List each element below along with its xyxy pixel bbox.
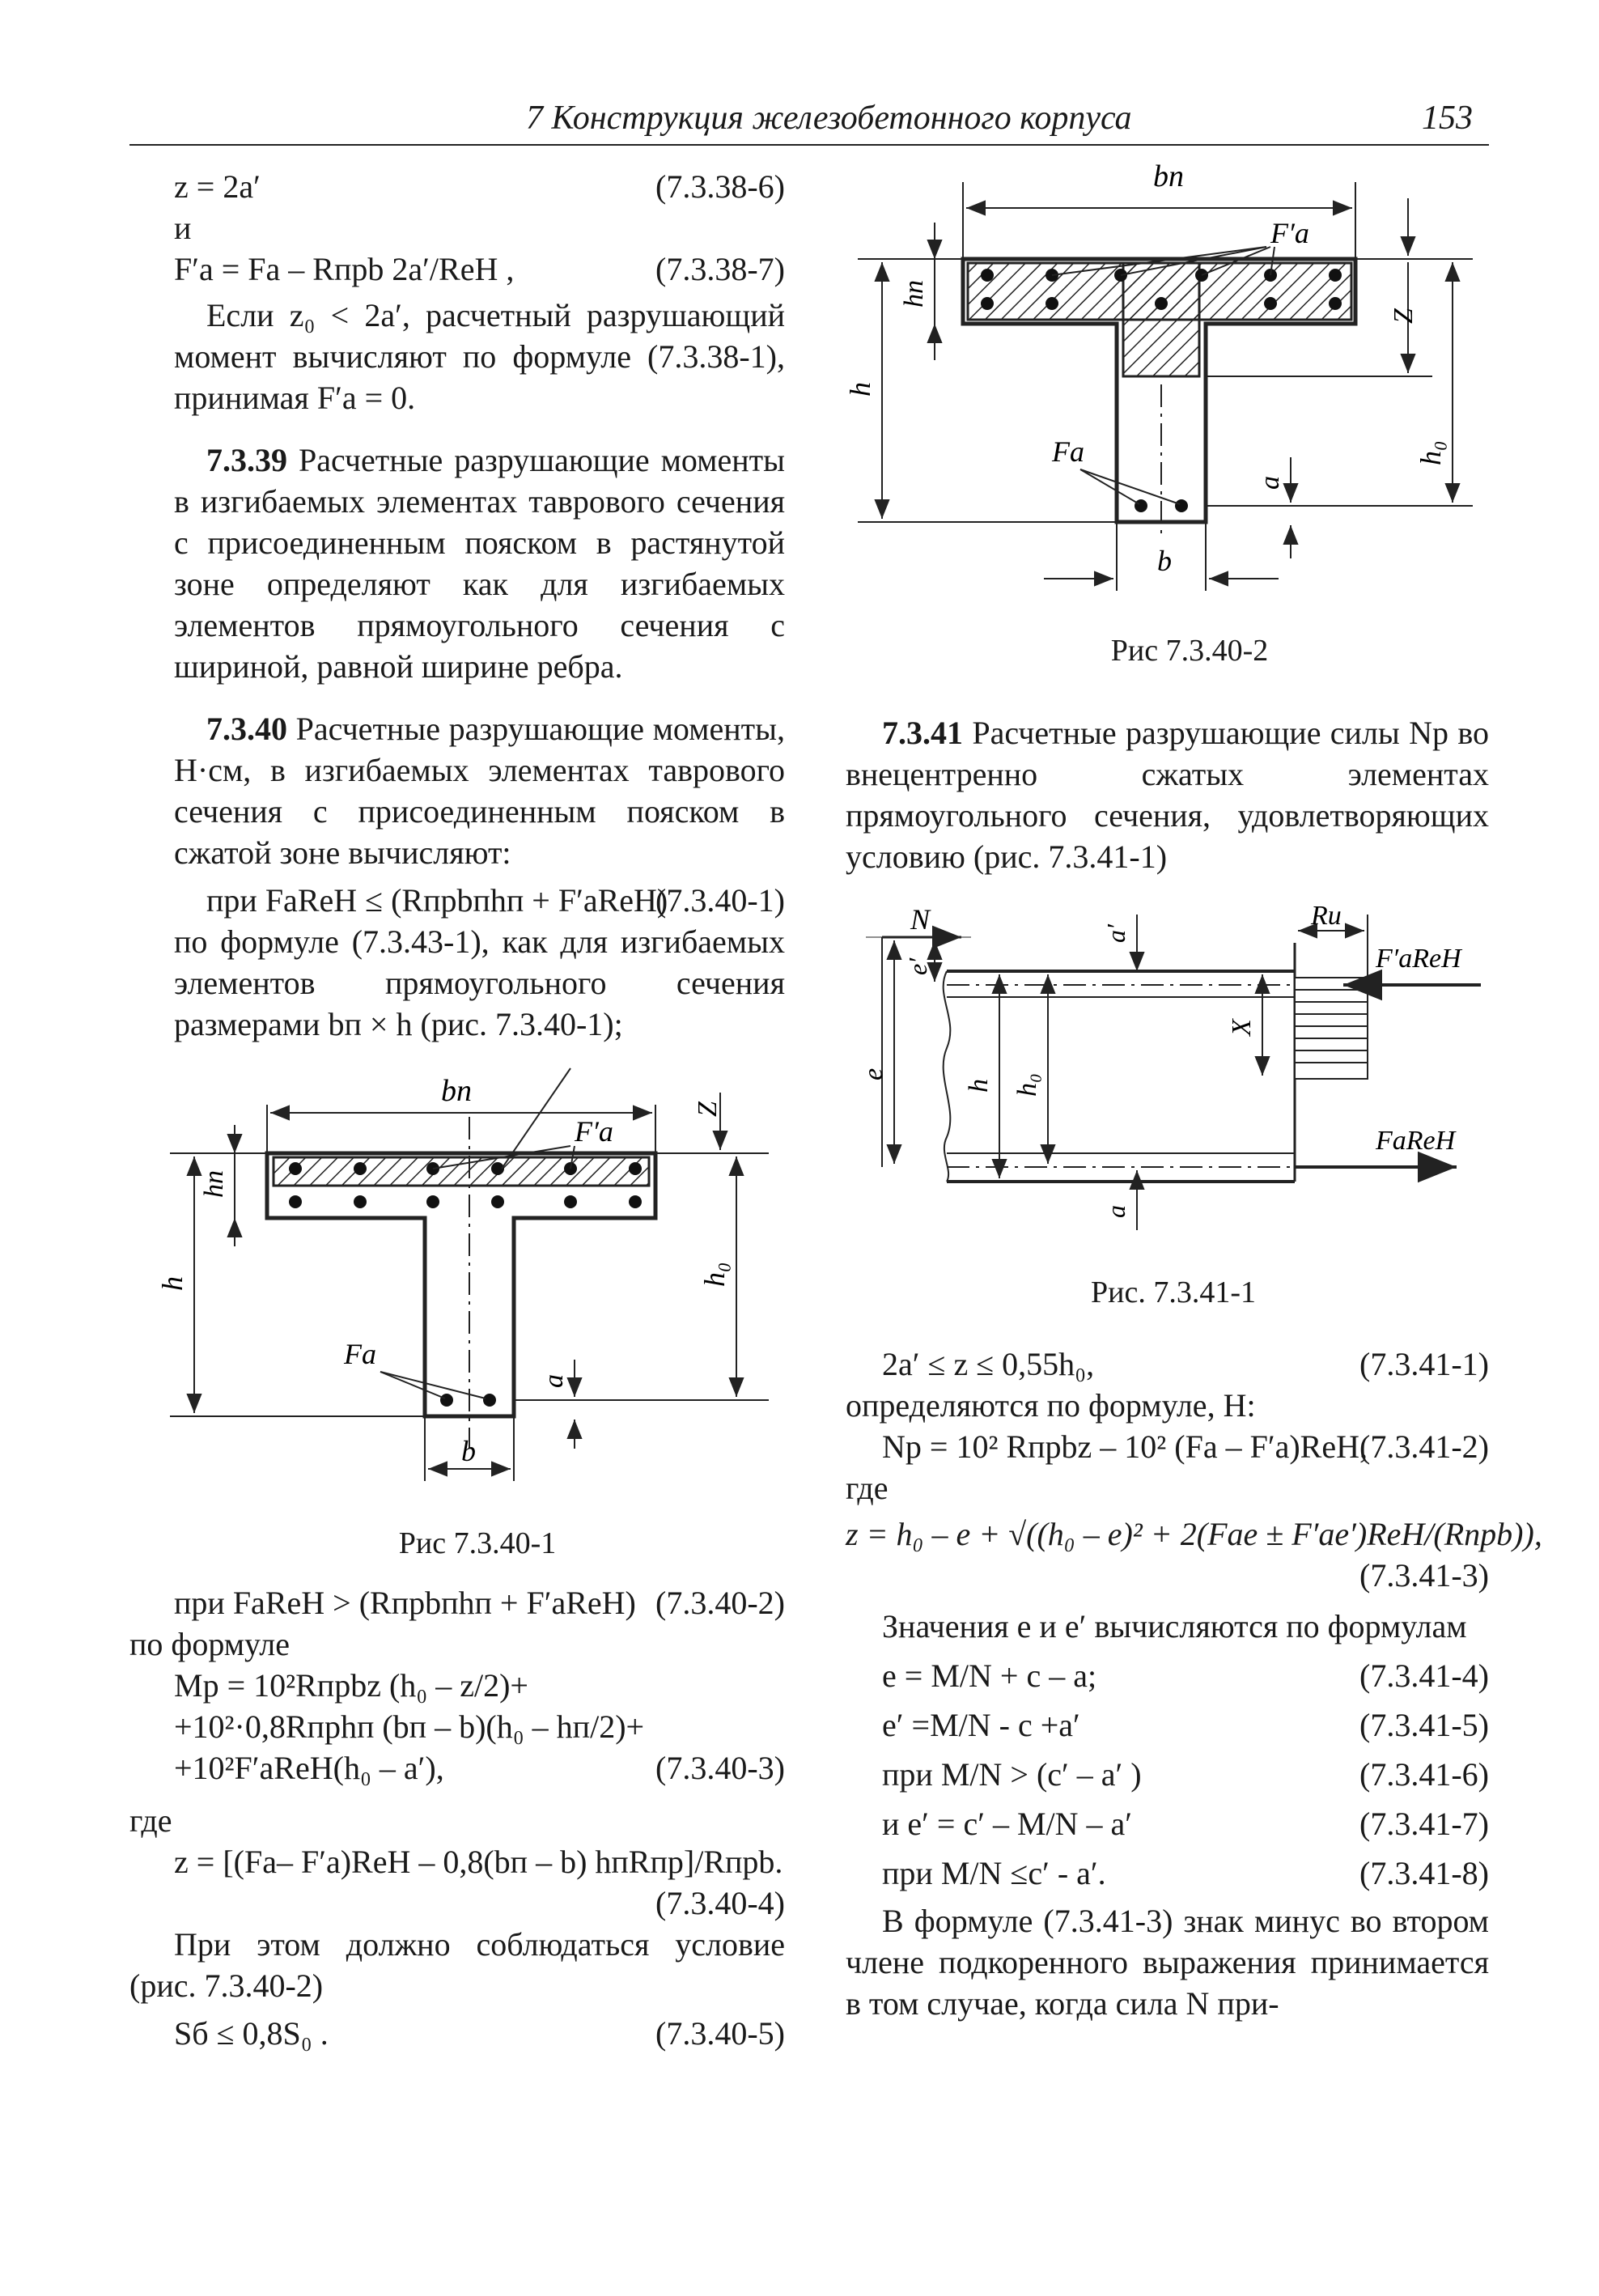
running-header <box>129 95 1489 146</box>
text-line: определяются по формуле, Н: <box>846 1387 1256 1424</box>
label-fa: Fа <box>344 1338 376 1370</box>
formula-row <box>846 1513 1542 1555</box>
paragraph-7-3-39: 7.3.39 Расчетные разрушающие моменты в изгибаемых элементах таврового сечения с присоединенным пояском в растянутой зоне определяют как для изгибаемых элементов прямоугольного сечения с шириной, равной ширине ребра. <box>174 442 785 685</box>
label-fa: Fа <box>1052 435 1084 468</box>
formula-row <box>846 1426 1489 1467</box>
formula-row <box>129 1882 785 1924</box>
formula: z = h₀ – e + √((h₀ – e)² + 2(Fаe ± F′аe′)RеН/(Rпрb)), <box>846 1516 1542 1552</box>
label-bp: bп <box>441 1074 472 1108</box>
formula-number: (7.3.41-5) <box>1359 1707 1489 1743</box>
formula-number: (7.3.41-6) <box>1359 1756 1489 1793</box>
formula: 2a′ ≤ z ≤ 0,55h₀, <box>882 1346 1095 1382</box>
formula-row <box>174 166 785 207</box>
formula-row <box>846 1343 1489 1385</box>
figure-caption: Рис 7.3.40-1 <box>398 1526 557 1560</box>
formula-row <box>129 1841 785 1882</box>
label-fre-bot: FаRеН <box>1376 1126 1456 1156</box>
formula-number: (7.3.40-3) <box>655 1750 785 1786</box>
compression-block <box>1295 978 1368 1079</box>
formula-number: (7.3.41-4) <box>1359 1657 1489 1694</box>
paragraph: При этом должно соблюдаться условие (рис. 7.3.40-2) <box>129 1926 785 2004</box>
formula-row <box>846 1704 1489 1746</box>
formula-number: (7.3.40-5) <box>655 2015 785 2052</box>
condition-row <box>129 1582 785 1623</box>
compression-zone-hatch <box>274 1157 649 1186</box>
label-b: b <box>1157 545 1172 577</box>
section-number: 7.3.39 <box>206 442 287 478</box>
right-column-lower <box>846 1343 1542 2024</box>
left-column <box>174 166 785 1045</box>
label-fa-prime: F′а <box>575 1115 613 1148</box>
paragraph-7-3-41: 7.3.41 Расчетные разрушающие силы Nр во внецентренно сжатых элементах прямоугольного сечения, удовлетворяющих условию (рис. 7.3.41-1) <box>846 715 1489 875</box>
paragraph: Значения e и e′ вычисляются по формулам <box>882 1608 1467 1645</box>
formula: e = M/N + c – a; <box>882 1657 1097 1694</box>
formula: z = 2a′ <box>174 168 261 205</box>
label-x: X <box>1227 1019 1257 1036</box>
text-line: где <box>129 1802 172 1839</box>
section-number: 7.3.40 <box>206 711 287 747</box>
label-fa-prime: F′а <box>1270 217 1309 249</box>
figure-7-3-40-2 <box>844 150 1489 603</box>
formula-number: (7.3.41-7) <box>1359 1806 1489 1842</box>
conjunction: и <box>174 210 192 246</box>
label-a-prime: a′ <box>1101 924 1130 943</box>
formula: +10²·0,8Rпрhп (bп – b)(h₀ – hп/2)+ <box>174 1708 645 1745</box>
formula-row <box>129 1665 785 1706</box>
section-number: 7.3.41 <box>882 715 963 751</box>
label-Ru: Rи <box>1311 901 1342 931</box>
formula: z = [(Fа– F′а)RеН – 0,8(bп – b) hпRпр]/Rпрb. <box>174 1844 783 1880</box>
label-h0: h₀ <box>1012 1073 1042 1097</box>
formula: и e′ = c′ – M/N – a′ <box>882 1806 1133 1842</box>
formula-number: (7.3.41-1) <box>1359 1346 1489 1382</box>
text-line: по формуле <box>129 1626 290 1662</box>
formula-row <box>129 2013 785 2054</box>
formula: Sб ≤ 0,8S₀ . <box>174 2015 329 2052</box>
formula-number: (7.3.40-2) <box>655 1585 785 1621</box>
label-e-prime: e′ <box>903 957 932 975</box>
label-a: a <box>1255 476 1285 490</box>
formula-row <box>846 1853 1489 1894</box>
label-fre-top: F′аRеН <box>1376 944 1461 974</box>
label-z: Z <box>1389 308 1419 324</box>
formula: F′а = Fа – Rпрb 2a′/RеН , <box>174 251 515 287</box>
label-bp: bп <box>1153 159 1184 193</box>
figure-caption: Рис 7.3.40-2 <box>1110 634 1269 668</box>
formula-number: (7.3.40-4) <box>655 1885 785 1921</box>
formula: при M/N > (c′ – a′ ) <box>882 1756 1142 1793</box>
page-number: 153 <box>1422 100 1473 137</box>
label-a: a <box>539 1374 569 1388</box>
label-h0: h₀ <box>1414 440 1447 465</box>
formula: +10²F′аRеН(h₀ – a′), <box>174 1750 444 1786</box>
formula: Mр = 10²Rпрbz (h₀ – z/2)+ <box>174 1667 528 1704</box>
label-h: h <box>964 1079 994 1093</box>
formula-row <box>846 1655 1489 1696</box>
label-h: h <box>844 382 876 397</box>
formula-row <box>129 1706 785 1747</box>
left-column-lower <box>129 1582 785 2054</box>
condition: при FаRеН ≤ (Rпрbпhп + F′аRеН) <box>206 882 668 919</box>
label-b: b <box>461 1435 476 1467</box>
t-section-outline <box>267 1153 655 1416</box>
label-a: a <box>1101 1205 1130 1218</box>
formula: e′ =M/N - c +a′ <box>882 1707 1080 1743</box>
label-h0: h₀ <box>698 1262 731 1287</box>
formula-number: (7.3.41-3) <box>1359 1557 1489 1594</box>
paragraph: В формуле (7.3.41-3) знак минус во втором члене подкоренного выражения принимается в том случае, когда сила N при- <box>846 1903 1489 2022</box>
formula-number: (7.3.38-6) <box>655 168 785 205</box>
formula-row <box>846 1803 1489 1844</box>
formula-number: (7.3.41-2) <box>1359 1428 1489 1465</box>
formula-number: (7.3.40-1) <box>655 882 785 919</box>
formula: при M/N ≤c′ - a′. <box>882 1855 1106 1891</box>
header-title: 7 Конструкция железобетонного корпуса <box>526 100 1132 137</box>
formula-row <box>174 248 785 290</box>
right-column <box>846 712 1489 877</box>
paragraph-7-3-40: 7.3.40 Расчетные разрушающие моменты, Н·см, в изгибаемых элементах таврового сечения с присоединенным пояском в сжатой зоне вычисляют: <box>174 711 785 871</box>
label-N: N <box>910 903 931 936</box>
condition-row <box>174 880 785 921</box>
label-h: h <box>156 1276 189 1291</box>
paragraph: по формуле (7.3.43-1), как для изгибаемых элементов прямоугольного сечения размерами bп × h (рис. 7.3.40-1); <box>174 923 785 1042</box>
formula-number: (7.3.41-8) <box>1359 1855 1489 1891</box>
formula-row <box>846 1555 1489 1596</box>
formula-row <box>129 1747 785 1789</box>
label-e: e <box>859 1067 889 1080</box>
condition: при FаRеН > (Rпрbпhп + F′аRеН) <box>174 1585 636 1621</box>
label-z: Z <box>693 1101 723 1117</box>
web-compression-hatch <box>1123 263 1199 376</box>
figure-7-3-41-1 <box>858 901 1489 1246</box>
formula: Nр = 10² Rпрbz – 10² (Fа – F′а)RеН, <box>882 1428 1368 1465</box>
text-line: где <box>846 1470 889 1506</box>
label-hp: hп <box>899 280 929 308</box>
figure-7-3-40-1 <box>154 1068 793 1505</box>
formula-number: (7.3.38-7) <box>655 251 785 287</box>
paragraph: Если z₀ < 2a′, расчетный разрушающий момент вычисляют по формуле (7.3.38-1), принимая F′а = 0. <box>174 297 785 416</box>
label-hp: hп <box>199 1170 229 1198</box>
figure-caption: Рис. 7.3.41-1 <box>1091 1275 1256 1309</box>
formula-row <box>846 1754 1489 1795</box>
